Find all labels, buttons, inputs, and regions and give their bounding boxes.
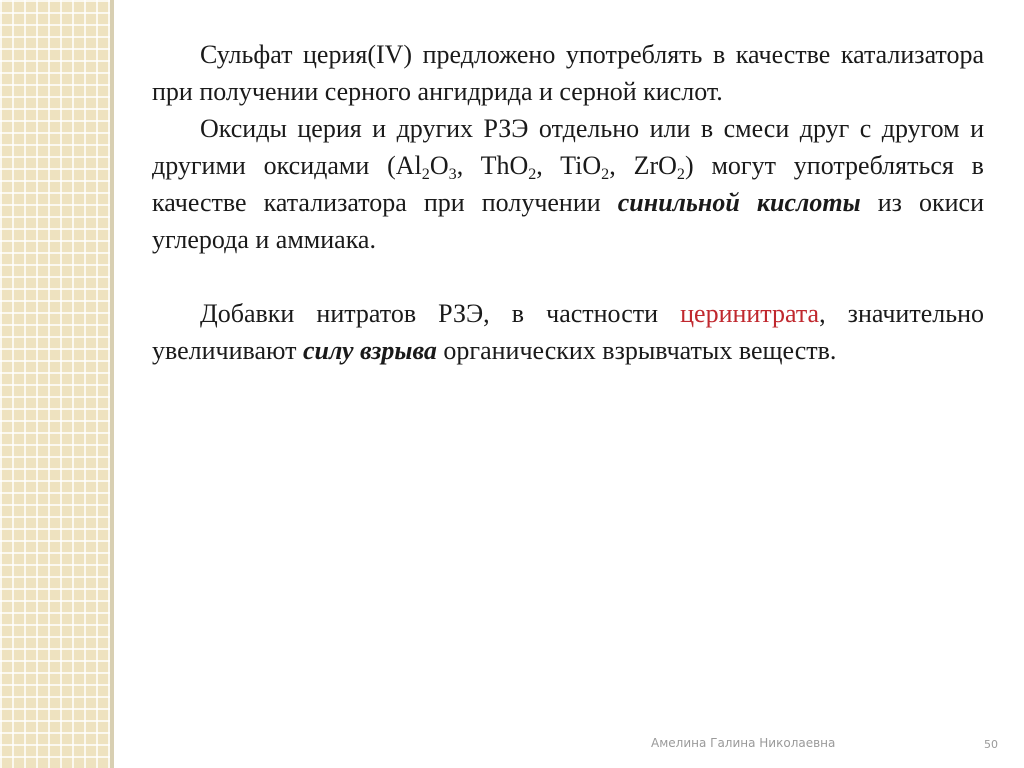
slide-body: [152, 36, 984, 369]
text-run: органических взрывчатых веществ.: [436, 336, 837, 365]
footer-author: Амелина Галина Николаевна: [651, 736, 836, 750]
paragraph-cerium-oxides: [152, 110, 984, 258]
subscript: 2: [528, 165, 537, 183]
paragraph-spacer: [152, 258, 984, 295]
highlighted-term: церинитрата: [680, 299, 820, 328]
text-run: , ThO: [456, 151, 529, 180]
paragraph-text: Сульфат церия(IV) предложено употреблять в качестве катализатора при получении серного ангидрида и серной кислот.: [152, 40, 984, 106]
text-run: Оксиды церия и других РЗЭ отдельно или в смеси друг с другом и другими оксидами (Al: [152, 114, 984, 180]
subscript: 3: [448, 165, 457, 183]
sidebar-divider: [110, 0, 114, 768]
paragraph-cerium-sulfate: [152, 36, 984, 110]
text-run: , значительно увеличивают: [152, 299, 984, 365]
text-run: , ZrO: [609, 151, 677, 180]
subscript: 2: [421, 165, 430, 183]
emphasized-term: синильной кислоты: [617, 188, 861, 217]
text-run: Добавки нитратов РЗЭ, в частности: [200, 299, 681, 328]
page-number: 50: [984, 738, 998, 751]
text-run: ) могут употребляться в качестве катализатора при получении: [152, 151, 984, 217]
text-run: , TiO: [536, 151, 602, 180]
decorative-sidebar: [0, 0, 110, 768]
subscript: 2: [676, 165, 685, 183]
text-run: из окиси углерода и аммиака.: [152, 188, 984, 254]
text-run: O: [429, 151, 449, 180]
emphasized-term: силу взрыва: [302, 336, 437, 365]
paragraph-nitrate-additives: [152, 295, 984, 369]
subscript: 2: [601, 165, 610, 183]
